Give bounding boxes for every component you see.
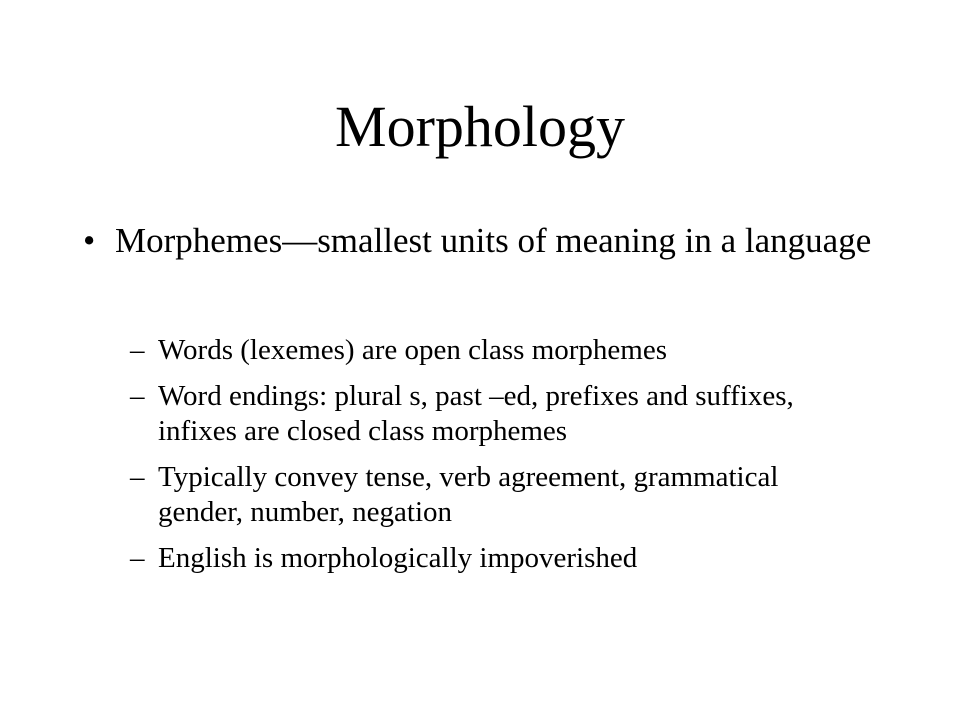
sub-bullet-marker: –: [130, 380, 145, 412]
sub-bullet-marker: –: [130, 461, 145, 493]
sub-bullet: [130, 460, 850, 530]
bullet-marker: •: [83, 221, 96, 260]
sub-bullet: [130, 379, 850, 449]
slide-title: Morphology: [335, 94, 625, 159]
sub-bullet-marker: –: [130, 542, 145, 574]
main-bullet-text: Morphemes—smallest units of meaning in a language: [115, 221, 872, 260]
sub-bullet: [130, 333, 850, 368]
sub-bullet-text: Words (lexemes) are open class morphemes: [158, 334, 668, 366]
sub-bullet: [130, 541, 850, 576]
sub-bullet-list: [130, 333, 850, 587]
sub-bullet-marker: –: [130, 334, 145, 366]
sub-bullet-text: English is morphologically impoverished: [158, 542, 638, 574]
sub-bullet-text: Typically convey tense, verb agreement, grammatical gender, number, negation: [158, 461, 779, 528]
main-bullet: [83, 220, 903, 262]
sub-bullet-text: Word endings: plural s, past –ed, prefixes and suffixes, infixes are closed class morphemes: [158, 380, 794, 447]
